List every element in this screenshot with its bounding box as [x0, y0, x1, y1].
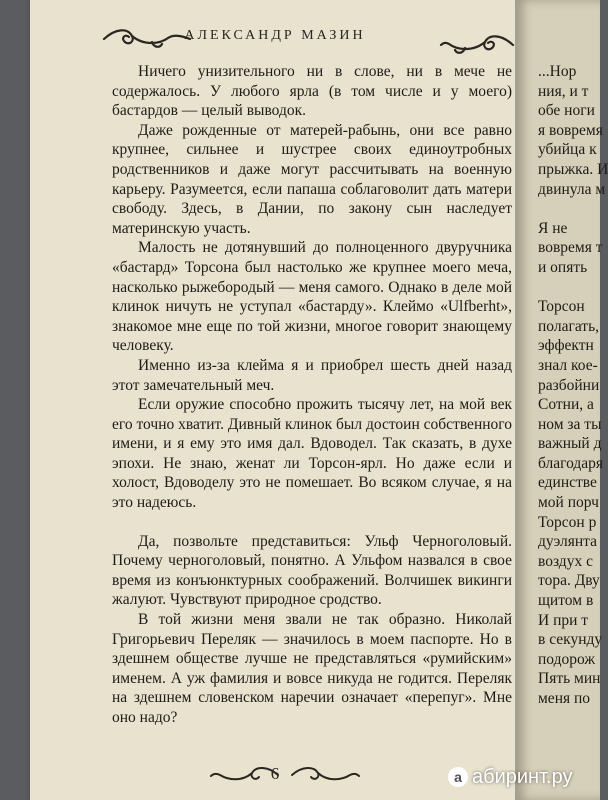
right-page-line: ном за ты	[538, 415, 602, 433]
right-page-line: двинула м	[538, 180, 606, 198]
right-page-line: я вовремя	[538, 121, 603, 139]
right-page-line	[538, 278, 600, 298]
right-page-line: единстве	[538, 474, 597, 492]
right-page-line: щитом в	[538, 592, 594, 610]
right-page-line: ...Нор	[538, 63, 577, 80]
labirint-logo-icon: a	[448, 767, 468, 787]
right-page-line: ния, и т	[538, 82, 589, 100]
body-text	[112, 62, 512, 728]
right-page-line: в секунду	[538, 631, 603, 649]
right-page-line: тора. Дву	[538, 572, 600, 590]
right-page-line	[538, 199, 600, 219]
watermark-text: абиринт.ру	[472, 765, 573, 788]
paragraph: Малость не дотянувший до полноценного двуручника «бастард» Торсона был настолько же крупнее моего меча, насколько рыжебородый — меня самого. Однако в деле мой клинок ничуть не уступал «бастарду». Клеймо «Ulfberht», знакомое мне еще по той жизни, многое говорит знающему человеку.	[112, 239, 512, 355]
right-page-line: благодаря	[538, 454, 604, 472]
right-page-line: эффектн	[538, 337, 594, 355]
paragraph: Даже рожденные от матерей-рабынь, они все равно крупнее, сильнее и шустрее своих единоутробных родственников и даже могут рассчитывать на военную карьеру. Разумеется, если папаша соблаговолит дать матери свободу. Здесь, в Дании, по закону сын наследует материнскую участь.	[112, 121, 512, 237]
right-page-text	[538, 62, 608, 709]
right-page-line: меня по	[538, 690, 591, 707]
right-page-line: воздух с	[538, 552, 593, 570]
right-page-line: важный д	[538, 435, 602, 453]
right-page-line: вовремя т	[538, 239, 603, 257]
right-page-line: прыжка. И	[538, 160, 608, 178]
paragraph: Ничего унизительного ни в слове, ни в мече не содержалось. У любого ярла (в том числе и у моего) бастардов — целый выводок.	[112, 63, 512, 120]
paragraph: Именно из-за клейма я и приобрел шесть дней назад этот замечательный меч.	[112, 356, 512, 394]
right-page-line: Пять мин	[538, 670, 601, 688]
right-page-line: Я не	[538, 219, 568, 237]
right-page-line: мой порч	[538, 494, 599, 512]
right-page-line: Торсон р	[538, 513, 597, 531]
right-page-line: подорож	[538, 650, 596, 668]
right-page-line: убийца к	[538, 141, 597, 159]
watermark	[448, 764, 573, 790]
book-page-left	[30, 0, 520, 800]
paragraph: Если оружие способно прожить тысячу лет, на мой век его точно хватит. Дивный клинок был достоин собственного имени, и я ему это имя дал. Вдоводел. Так сказать, в духе эпохи. Не знаю, женат ли Торсон-ярл. Но даже если и холост, Вдоводелу это не помешает. Во всяком случае, я на это надеюсь.	[112, 396, 512, 512]
page-footer	[30, 760, 520, 790]
right-page-line: разбойни	[538, 376, 600, 394]
right-page-line: дуэлянта	[538, 533, 598, 551]
author-name: АЛЕКСАНДР МАЗИН	[184, 28, 366, 43]
right-page-line: полагать,	[538, 317, 600, 335]
paragraph: В той жизни меня звали не так образно. Николай Григорьевич Переляк — значилось в моем паспорте. Но в здешнем обществе лучше не представляться «румийским» именем. А уж фамилия и вовсе никуда не годится. Переляк на здешнем словенском наречии означает «перепуг». Мне оно надо?	[112, 611, 512, 726]
right-page-line: знал кое-	[538, 356, 598, 374]
right-page-line: Торсон	[538, 298, 585, 316]
running-header	[30, 18, 520, 58]
ornament-right-icon	[440, 32, 515, 58]
right-page-line: обе ноги	[538, 102, 595, 120]
paragraph: Да, позвольте представиться: Ульф Черноголовый. Почему черноголовый, понятно. А Ульфом назвался в свое время из конъюнктурных соображений. Волчишек викинги жалуют. Чувствуют природное сродство.	[112, 532, 512, 609]
right-page-line: Сотни, а	[538, 396, 594, 414]
right-page-line: и опять	[538, 258, 588, 276]
page-number: 6	[270, 764, 280, 783]
right-page-line: И при т	[538, 611, 589, 629]
footer-ornament-right-icon	[290, 764, 360, 786]
